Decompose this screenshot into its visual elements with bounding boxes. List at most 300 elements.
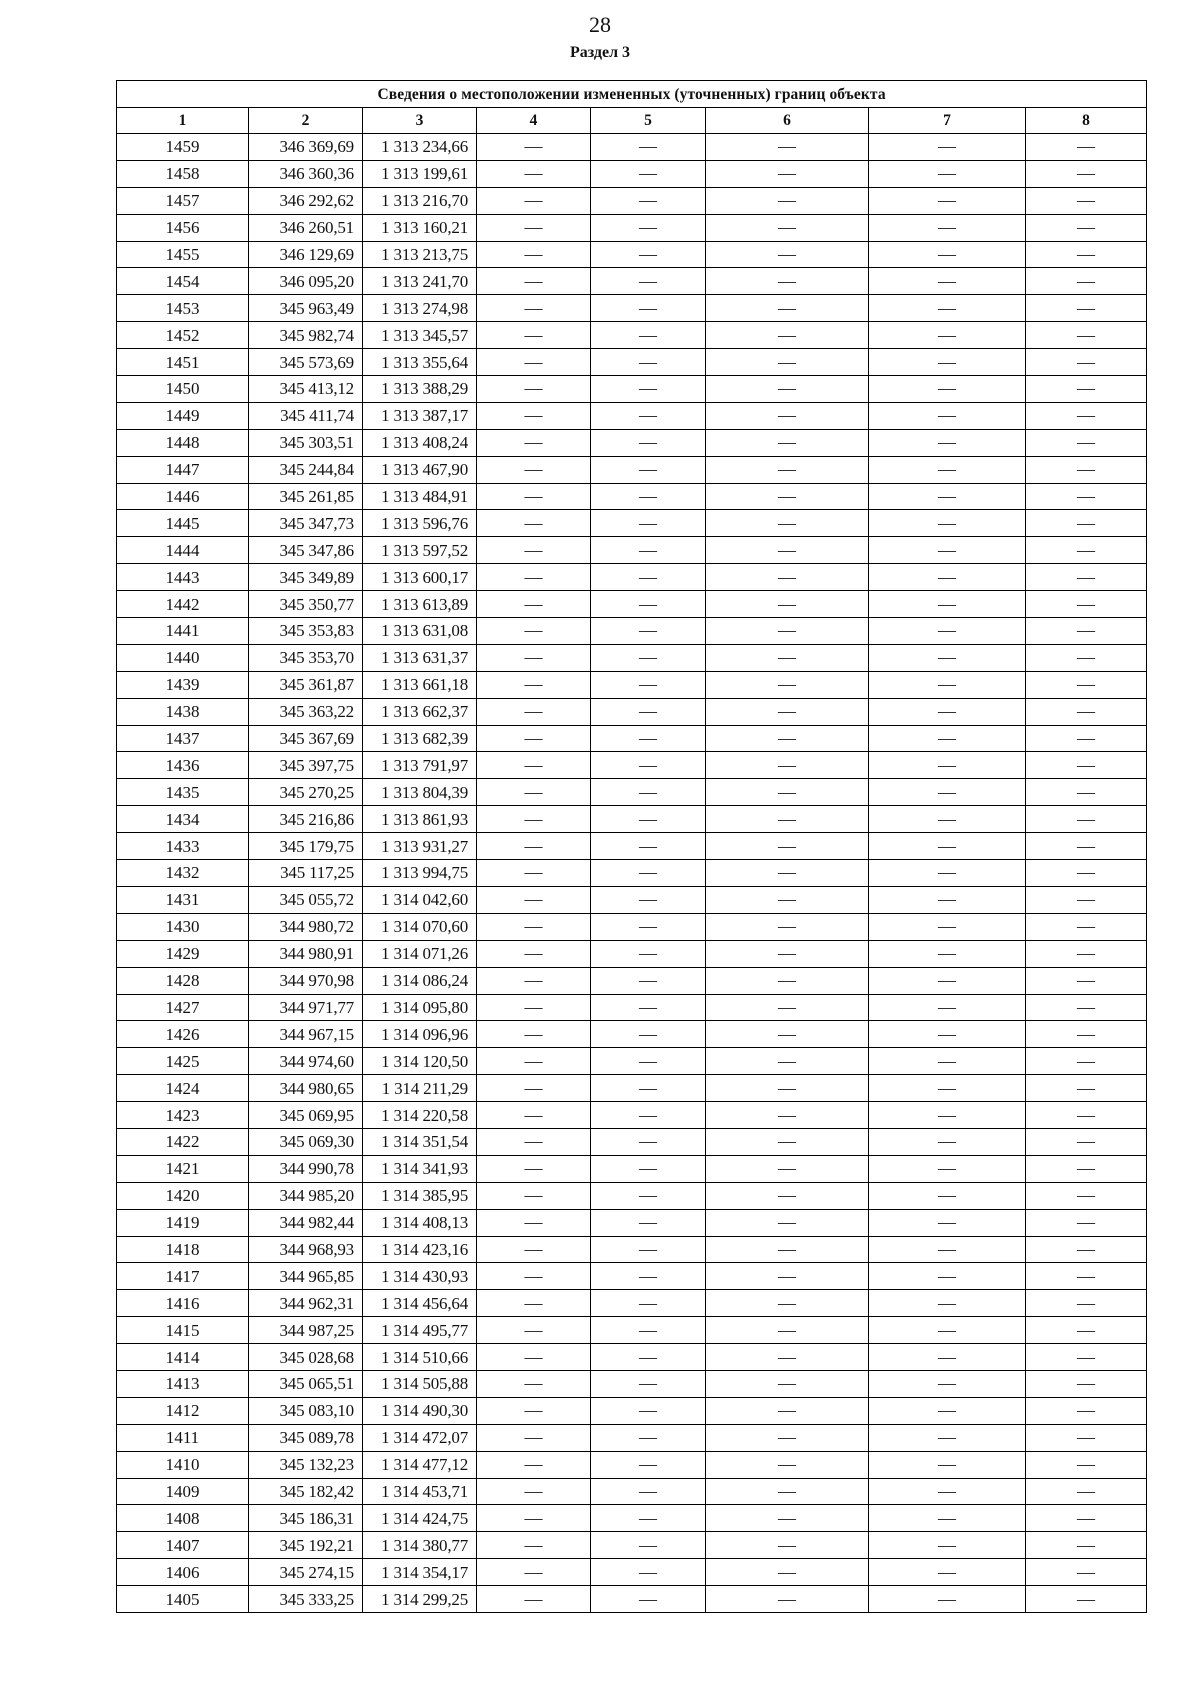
coordinate-y-cell: 1 314 495,77 [363, 1317, 477, 1344]
table-row [117, 322, 1147, 349]
empty-value-cell: — [591, 591, 706, 618]
coordinate-x-cell: 345 069,30 [249, 1128, 363, 1155]
column-number-3: 3 [363, 108, 477, 134]
empty-value-cell: — [477, 537, 591, 564]
empty-value-cell: — [1026, 618, 1147, 645]
column-number-6: 6 [706, 108, 869, 134]
empty-value-cell: — [869, 1290, 1026, 1317]
empty-value-cell: — [591, 537, 706, 564]
empty-value-cell: — [1026, 1155, 1147, 1182]
coordinate-x-cell: 345 274,15 [249, 1559, 363, 1586]
point-number-cell: 1452 [117, 322, 249, 349]
empty-value-cell: — [706, 564, 869, 591]
empty-value-cell: — [706, 967, 869, 994]
coordinate-y-cell: 1 314 095,80 [363, 994, 477, 1021]
point-number-cell: 1436 [117, 752, 249, 779]
empty-value-cell: — [591, 1505, 706, 1532]
empty-value-cell: — [1026, 1075, 1147, 1102]
empty-value-cell: — [591, 241, 706, 268]
coordinate-y-cell: 1 314 351,54 [363, 1128, 477, 1155]
empty-value-cell: — [1026, 860, 1147, 887]
table-row [117, 483, 1147, 510]
coordinate-x-cell: 344 985,20 [249, 1182, 363, 1209]
empty-value-cell: — [591, 1317, 706, 1344]
empty-value-cell: — [477, 1075, 591, 1102]
coordinate-y-cell: 1 314 086,24 [363, 967, 477, 994]
table-row [117, 134, 1147, 161]
point-number-cell: 1438 [117, 698, 249, 725]
table-row [117, 1021, 1147, 1048]
column-number-8: 8 [1026, 108, 1147, 134]
coordinate-x-cell: 344 990,78 [249, 1155, 363, 1182]
empty-value-cell: — [869, 241, 1026, 268]
coordinate-x-cell: 345 367,69 [249, 725, 363, 752]
empty-value-cell: — [591, 1290, 706, 1317]
point-number-cell: 1428 [117, 967, 249, 994]
empty-value-cell: — [1026, 967, 1147, 994]
empty-value-cell: — [591, 1451, 706, 1478]
coordinate-y-cell: 1 313 931,27 [363, 833, 477, 860]
table-row [117, 806, 1147, 833]
point-number-cell: 1433 [117, 833, 249, 860]
point-number-cell: 1413 [117, 1370, 249, 1397]
empty-value-cell: — [1026, 1290, 1147, 1317]
point-number-cell: 1426 [117, 1021, 249, 1048]
empty-value-cell: — [869, 1317, 1026, 1344]
empty-value-cell: — [477, 1451, 591, 1478]
empty-value-cell: — [1026, 1048, 1147, 1075]
empty-value-cell: — [591, 779, 706, 806]
empty-value-cell: — [477, 1209, 591, 1236]
section-title: Раздел 3 [569, 44, 631, 61]
coordinate-y-cell: 1 314 456,64 [363, 1290, 477, 1317]
empty-value-cell: — [591, 1102, 706, 1129]
empty-value-cell: — [1026, 913, 1147, 940]
empty-value-cell: — [706, 429, 869, 456]
empty-value-cell: — [1026, 1424, 1147, 1451]
point-number-cell: 1442 [117, 591, 249, 618]
empty-value-cell: — [591, 1532, 706, 1559]
point-number-cell: 1440 [117, 644, 249, 671]
empty-value-cell: — [477, 1397, 591, 1424]
empty-value-cell: — [869, 429, 1026, 456]
empty-value-cell: — [869, 913, 1026, 940]
empty-value-cell: — [1026, 1317, 1147, 1344]
coordinate-x-cell: 346 369,69 [249, 134, 363, 161]
coordinate-x-cell: 345 089,78 [249, 1424, 363, 1451]
empty-value-cell: — [869, 376, 1026, 403]
empty-value-cell: — [706, 591, 869, 618]
empty-value-cell: — [869, 322, 1026, 349]
table-row [117, 1505, 1147, 1532]
coordinate-y-cell: 1 313 160,21 [363, 214, 477, 241]
page-number: 28 [589, 12, 611, 37]
coordinate-y-cell: 1 314 071,26 [363, 940, 477, 967]
empty-value-cell: — [706, 994, 869, 1021]
empty-value-cell: — [869, 1155, 1026, 1182]
table-row [117, 429, 1147, 456]
empty-value-cell: — [477, 725, 591, 752]
table-row [117, 402, 1147, 429]
coordinate-x-cell: 344 987,25 [249, 1317, 363, 1344]
empty-value-cell: — [591, 376, 706, 403]
coordinate-x-cell: 346 129,69 [249, 241, 363, 268]
point-number-cell: 1447 [117, 456, 249, 483]
empty-value-cell: — [591, 1586, 706, 1613]
empty-value-cell: — [869, 1263, 1026, 1290]
empty-value-cell: — [869, 725, 1026, 752]
point-number-cell: 1407 [117, 1532, 249, 1559]
empty-value-cell: — [477, 322, 591, 349]
empty-value-cell: — [591, 1397, 706, 1424]
point-number-cell: 1453 [117, 295, 249, 322]
coordinate-x-cell: 346 095,20 [249, 268, 363, 295]
point-number-cell: 1455 [117, 241, 249, 268]
coordinate-x-cell: 344 980,65 [249, 1075, 363, 1102]
point-number-cell: 1410 [117, 1451, 249, 1478]
table-row [117, 1424, 1147, 1451]
coordinate-x-cell: 346 260,51 [249, 214, 363, 241]
empty-value-cell: — [1026, 1344, 1147, 1371]
point-number-cell: 1450 [117, 376, 249, 403]
empty-value-cell: — [477, 349, 591, 376]
empty-value-cell: — [1026, 1559, 1147, 1586]
coordinate-x-cell: 344 965,85 [249, 1263, 363, 1290]
point-number-cell: 1409 [117, 1478, 249, 1505]
coordinate-y-cell: 1 314 354,17 [363, 1559, 477, 1586]
coordinate-x-cell: 345 361,87 [249, 671, 363, 698]
empty-value-cell: — [477, 564, 591, 591]
point-number-cell: 1422 [117, 1128, 249, 1155]
empty-value-cell: — [591, 1209, 706, 1236]
coordinate-x-cell: 345 244,84 [249, 456, 363, 483]
coordinate-x-cell: 344 967,15 [249, 1021, 363, 1048]
empty-value-cell: — [591, 860, 706, 887]
table-row [117, 268, 1147, 295]
empty-value-cell: — [477, 994, 591, 1021]
empty-value-cell: — [591, 268, 706, 295]
table-row [117, 537, 1147, 564]
empty-value-cell: — [591, 160, 706, 187]
point-number-cell: 1411 [117, 1424, 249, 1451]
empty-value-cell: — [706, 644, 869, 671]
empty-value-cell: — [706, 134, 869, 161]
empty-value-cell: — [706, 1236, 869, 1263]
point-number-cell: 1443 [117, 564, 249, 591]
empty-value-cell: — [869, 1532, 1026, 1559]
table-row [117, 886, 1147, 913]
empty-value-cell: — [477, 241, 591, 268]
point-number-cell: 1451 [117, 349, 249, 376]
coordinate-y-cell: 1 313 234,66 [363, 134, 477, 161]
empty-value-cell: — [477, 1586, 591, 1613]
coordinate-y-cell: 1 314 430,93 [363, 1263, 477, 1290]
empty-value-cell: — [1026, 1182, 1147, 1209]
table-row [117, 1102, 1147, 1129]
empty-value-cell: — [706, 806, 869, 833]
empty-value-cell: — [869, 1021, 1026, 1048]
empty-value-cell: — [869, 1209, 1026, 1236]
empty-value-cell: — [591, 752, 706, 779]
empty-value-cell: — [869, 268, 1026, 295]
empty-value-cell: — [591, 214, 706, 241]
empty-value-cell: — [477, 1532, 591, 1559]
coordinate-x-cell: 344 982,44 [249, 1209, 363, 1236]
coordinate-x-cell: 345 132,23 [249, 1451, 363, 1478]
empty-value-cell: — [591, 1559, 706, 1586]
empty-value-cell: — [869, 1048, 1026, 1075]
empty-value-cell: — [706, 618, 869, 645]
empty-value-cell: — [706, 1451, 869, 1478]
table-row [117, 349, 1147, 376]
empty-value-cell: — [477, 752, 591, 779]
table-row [117, 456, 1147, 483]
column-number-1: 1 [117, 108, 249, 134]
empty-value-cell: — [1026, 376, 1147, 403]
empty-value-cell: — [1026, 886, 1147, 913]
point-number-cell: 1415 [117, 1317, 249, 1344]
point-number-cell: 1425 [117, 1048, 249, 1075]
coordinate-y-cell: 1 313 199,61 [363, 160, 477, 187]
empty-value-cell: — [477, 644, 591, 671]
empty-value-cell: — [706, 698, 869, 725]
empty-value-cell: — [477, 1344, 591, 1371]
empty-value-cell: — [706, 1344, 869, 1371]
empty-value-cell: — [869, 1586, 1026, 1613]
table-row [117, 1397, 1147, 1424]
empty-value-cell: — [706, 940, 869, 967]
empty-value-cell: — [706, 1155, 869, 1182]
table-row [117, 214, 1147, 241]
empty-value-cell: — [591, 725, 706, 752]
coordinate-x-cell: 345 028,68 [249, 1344, 363, 1371]
empty-value-cell: — [591, 564, 706, 591]
empty-value-cell: — [706, 1424, 869, 1451]
empty-value-cell: — [591, 1424, 706, 1451]
coordinate-y-cell: 1 313 345,57 [363, 322, 477, 349]
point-number-cell: 1445 [117, 510, 249, 537]
empty-value-cell: — [1026, 1397, 1147, 1424]
table-row [117, 1209, 1147, 1236]
empty-value-cell: — [706, 833, 869, 860]
table-row [117, 752, 1147, 779]
coordinate-y-cell: 1 314 490,30 [363, 1397, 477, 1424]
coordinate-y-cell: 1 314 220,58 [363, 1102, 477, 1129]
empty-value-cell: — [869, 564, 1026, 591]
empty-value-cell: — [869, 994, 1026, 1021]
point-number-cell: 1448 [117, 429, 249, 456]
empty-value-cell: — [706, 1559, 869, 1586]
empty-value-cell: — [591, 349, 706, 376]
coordinate-x-cell: 345 083,10 [249, 1397, 363, 1424]
coordinate-y-cell: 1 313 600,17 [363, 564, 477, 591]
empty-value-cell: — [477, 1263, 591, 1290]
coordinate-y-cell: 1 313 408,24 [363, 429, 477, 456]
point-number-cell: 1408 [117, 1505, 249, 1532]
coordinate-x-cell: 345 573,69 [249, 349, 363, 376]
point-number-cell: 1458 [117, 160, 249, 187]
empty-value-cell: — [1026, 994, 1147, 1021]
empty-value-cell: — [869, 1451, 1026, 1478]
empty-value-cell: — [591, 1370, 706, 1397]
coordinate-y-cell: 1 313 388,29 [363, 376, 477, 403]
empty-value-cell: — [477, 940, 591, 967]
coordinate-y-cell: 1 313 631,37 [363, 644, 477, 671]
empty-value-cell: — [706, 1102, 869, 1129]
empty-value-cell: — [591, 1263, 706, 1290]
coordinate-y-cell: 1 313 387,17 [363, 402, 477, 429]
coordinate-x-cell: 345 065,51 [249, 1370, 363, 1397]
point-number-cell: 1424 [117, 1075, 249, 1102]
empty-value-cell: — [477, 1102, 591, 1129]
empty-value-cell: — [591, 913, 706, 940]
empty-value-cell: — [477, 510, 591, 537]
table-row [117, 1317, 1147, 1344]
coordinate-y-cell: 1 313 631,08 [363, 618, 477, 645]
empty-value-cell: — [706, 1290, 869, 1317]
coordinate-x-cell: 344 971,77 [249, 994, 363, 1021]
empty-value-cell: — [706, 241, 869, 268]
empty-value-cell: — [477, 618, 591, 645]
empty-value-cell: — [869, 618, 1026, 645]
empty-value-cell: — [1026, 1532, 1147, 1559]
empty-value-cell: — [1026, 429, 1147, 456]
empty-value-cell: — [591, 1236, 706, 1263]
table-row [117, 1048, 1147, 1075]
empty-value-cell: — [1026, 241, 1147, 268]
table-row [117, 779, 1147, 806]
empty-value-cell: — [591, 994, 706, 1021]
empty-value-cell: — [591, 402, 706, 429]
empty-value-cell: — [1026, 1505, 1147, 1532]
coordinate-y-cell: 1 314 211,29 [363, 1075, 477, 1102]
empty-value-cell: — [1026, 1478, 1147, 1505]
coordinate-x-cell: 345 333,25 [249, 1586, 363, 1613]
empty-value-cell: — [1026, 725, 1147, 752]
coordinate-y-cell: 1 313 216,70 [363, 187, 477, 214]
point-number-cell: 1421 [117, 1155, 249, 1182]
coordinate-x-cell: 345 350,77 [249, 591, 363, 618]
empty-value-cell: — [706, 779, 869, 806]
table-row [117, 1586, 1147, 1613]
table-row [117, 618, 1147, 645]
empty-value-cell: — [869, 134, 1026, 161]
empty-value-cell: — [591, 322, 706, 349]
empty-value-cell: — [706, 1586, 869, 1613]
empty-value-cell: — [477, 1290, 591, 1317]
empty-value-cell: — [591, 940, 706, 967]
empty-value-cell: — [1026, 214, 1147, 241]
empty-value-cell: — [591, 833, 706, 860]
point-number-cell: 1449 [117, 402, 249, 429]
coordinate-y-cell: 1 313 804,39 [363, 779, 477, 806]
empty-value-cell: — [1026, 752, 1147, 779]
empty-value-cell: — [1026, 1263, 1147, 1290]
point-number-cell: 1429 [117, 940, 249, 967]
empty-value-cell: — [477, 913, 591, 940]
coordinate-x-cell: 346 292,62 [249, 187, 363, 214]
table-row [117, 913, 1147, 940]
table-row [117, 967, 1147, 994]
table-row [117, 1236, 1147, 1263]
empty-value-cell: — [1026, 349, 1147, 376]
table-row [117, 160, 1147, 187]
coordinate-x-cell: 345 363,22 [249, 698, 363, 725]
empty-value-cell: — [591, 886, 706, 913]
coordinate-y-cell: 1 313 467,90 [363, 456, 477, 483]
empty-value-cell: — [477, 295, 591, 322]
empty-value-cell: — [706, 1128, 869, 1155]
coordinate-y-cell: 1 314 408,13 [363, 1209, 477, 1236]
empty-value-cell: — [1026, 402, 1147, 429]
empty-value-cell: — [706, 1505, 869, 1532]
empty-value-cell: — [477, 268, 591, 295]
point-number-cell: 1456 [117, 214, 249, 241]
empty-value-cell: — [706, 1370, 869, 1397]
table-row [117, 833, 1147, 860]
empty-value-cell: — [869, 671, 1026, 698]
empty-value-cell: — [1026, 537, 1147, 564]
empty-value-cell: — [591, 134, 706, 161]
empty-value-cell: — [477, 967, 591, 994]
table-caption-row [117, 81, 1147, 108]
empty-value-cell: — [1026, 833, 1147, 860]
coordinate-x-cell: 344 968,93 [249, 1236, 363, 1263]
table-row [117, 1559, 1147, 1586]
empty-value-cell: — [706, 483, 869, 510]
empty-value-cell: — [1026, 187, 1147, 214]
column-number-7: 7 [869, 108, 1026, 134]
empty-value-cell: — [1026, 1021, 1147, 1048]
boundary-coordinates-table [116, 80, 1147, 1613]
empty-value-cell: — [1026, 591, 1147, 618]
coordinate-x-cell: 346 360,36 [249, 160, 363, 187]
table-row [117, 860, 1147, 887]
empty-value-cell: — [591, 429, 706, 456]
empty-value-cell: — [591, 1048, 706, 1075]
empty-value-cell: — [706, 860, 869, 887]
empty-value-cell: — [706, 537, 869, 564]
point-number-cell: 1457 [117, 187, 249, 214]
empty-value-cell: — [869, 537, 1026, 564]
coordinate-x-cell: 345 182,42 [249, 1478, 363, 1505]
empty-value-cell: — [591, 1155, 706, 1182]
empty-value-cell: — [706, 1209, 869, 1236]
empty-value-cell: — [1026, 295, 1147, 322]
empty-value-cell: — [706, 1182, 869, 1209]
empty-value-cell: — [706, 1263, 869, 1290]
point-number-cell: 1418 [117, 1236, 249, 1263]
table-row [117, 1290, 1147, 1317]
coordinate-x-cell: 344 980,72 [249, 913, 363, 940]
table-row [117, 376, 1147, 403]
empty-value-cell: — [1026, 779, 1147, 806]
empty-value-cell: — [1026, 806, 1147, 833]
coordinate-y-cell: 1 314 510,66 [363, 1344, 477, 1371]
empty-value-cell: — [869, 483, 1026, 510]
table-row [117, 1182, 1147, 1209]
table-row [117, 187, 1147, 214]
empty-value-cell: — [706, 1317, 869, 1344]
empty-value-cell: — [1026, 1102, 1147, 1129]
coordinate-x-cell: 344 980,91 [249, 940, 363, 967]
empty-value-cell: — [869, 752, 1026, 779]
table-body [117, 134, 1147, 1613]
coordinate-x-cell: 345 353,83 [249, 618, 363, 645]
coordinate-x-cell: 345 982,74 [249, 322, 363, 349]
coordinate-y-cell: 1 314 341,93 [363, 1155, 477, 1182]
coordinate-x-cell: 345 270,25 [249, 779, 363, 806]
